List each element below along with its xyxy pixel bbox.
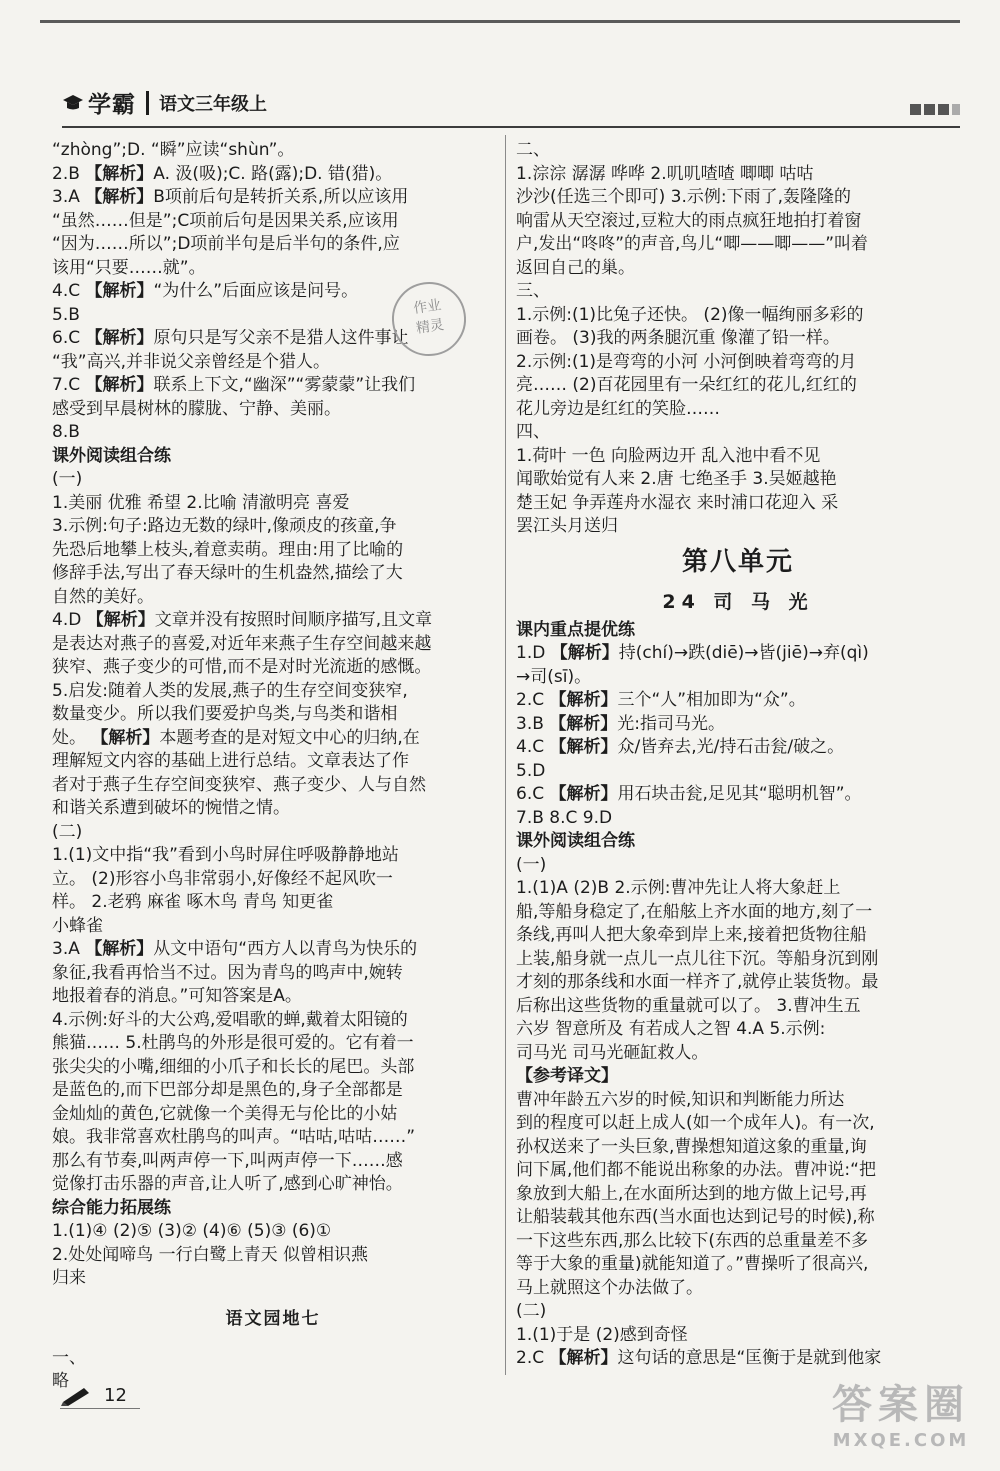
analysis-tag: 【解析】 <box>91 727 160 748</box>
answer-line: 立。 (2)形容小鸟非常弱小,好像经不起风吹一 <box>52 868 393 889</box>
analysis-tag: 【解析】 <box>549 713 618 734</box>
answer-line: 闻歌始觉有人来 2.唐 七绝圣手 3.吴姬越艳 <box>516 469 837 489</box>
header-decoration-squares <box>910 104 960 115</box>
answer-line: 让船装载其他东西(当水面也达到记号的时候),称 <box>516 1207 875 1227</box>
watermark-url: MXQE.COM <box>832 1430 970 1451</box>
answer-line: 1.美丽 优雅 希望 2.比喻 清澈明亮 喜爱 <box>52 492 350 513</box>
answer-line: 归来 <box>52 1268 86 1288</box>
answer-line: 船,等船身稳定了,在船舷上齐水面的地方,刻了一 <box>516 901 873 922</box>
answer-line: 孙权送来了一头巨象,曹操想知道这象的重量,询 <box>516 1136 867 1157</box>
section-heading: 综合能力拓展练 <box>52 1197 171 1218</box>
answer-line: 才刻的那条线和水面一样齐了,就停止装货物。最 <box>516 972 879 992</box>
answer-line: 张尖尖的小嘴,细细的小爪子和长长的尾巴。头部 <box>52 1056 415 1077</box>
answer-line: 户,发出“咚咚”的声音,鸟儿“唧——唧——”叫着 <box>516 234 869 254</box>
answer-line: 样。 2.老鸦 麻雀 啄木鸟 青鸟 知更雀 <box>52 892 334 912</box>
answer-line: 问下属,他们都不能说出称象的办法。曹冲说:“把 <box>516 1160 876 1180</box>
answer-line: 3.示例:句子:路边无数的绿叶,像顽皮的孩童,争 <box>52 516 397 536</box>
brand-logo <box>62 86 267 119</box>
answer-line: 6.C 【解析】用石块击瓮,足见其“聪明机智”。 <box>516 784 862 804</box>
answer-line: 一、 <box>52 1347 86 1368</box>
answer-line: 熊猫…… 5.杜鹃鸟的外形是很可爱的。它有着一 <box>52 1033 414 1053</box>
answer-line: “zhòng”;D. “瞬”应读“shùn”。 <box>52 140 295 160</box>
answer-line: 数量变少。所以我们要爱护鸟类,与鸟类和谐相 <box>52 704 398 724</box>
answer-line: 象征,我看再恰当不过。因为青鸟的鸣声中,婉转 <box>52 962 403 983</box>
analysis-tag: 【解析】 <box>85 163 154 184</box>
answer-line: 4.C 【解析】“为什么”后面应该是问号。 <box>52 281 359 301</box>
answer-line: 三、 <box>516 281 550 301</box>
answer-line: 二、 <box>516 140 550 160</box>
answer-line: 六岁 智意所及 有若成人之智 4.A 5.示例: <box>516 1019 826 1039</box>
answer-line: 曹冲年龄五六岁的时候,知识和判断能力所达 <box>516 1089 845 1110</box>
right-answer-lines <box>516 139 960 539</box>
analysis-tag: 【解析】 <box>549 690 618 710</box>
answer-line: 画卷。 (3)我的两条腿沉重 像灌了铅一样。 <box>516 328 840 348</box>
analysis-tag: 【解析】 <box>549 737 618 757</box>
answer-line: 2.C 【解析】三个“人”相加即为“众”。 <box>516 690 806 710</box>
answer-line: 修辞手法,写出了春天绿叶的生机盎然,描绘了大 <box>52 563 403 583</box>
analysis-tag: 【解析】 <box>549 1348 618 1368</box>
analysis-tag: 【解析】 <box>85 281 154 301</box>
answer-line: 处。 【解析】本题考查的是对短文中心的归纳,在 <box>52 727 420 748</box>
answer-line: 4.D 【解析】文章并没有按照时间顺序描写,且文章 <box>52 610 433 630</box>
answer-line: 后称出这些货物的重量就可以了。 3.曹冲生五 <box>516 995 861 1016</box>
answer-line: 2.处处闻啼鸟 一行白鹭上青天 似曾相识燕 <box>52 1244 369 1265</box>
answer-line: 4.示例:好斗的大公鸡,爱唱歌的蝉,戴着太阳镜的 <box>52 1009 408 1030</box>
answer-line: (一) <box>516 854 547 875</box>
watermark <box>832 1373 970 1451</box>
answer-line: 等于大象的重量)就能知道了。”曹操听了很高兴, <box>516 1254 869 1274</box>
seal-stamp: 作业 精灵 <box>387 277 471 361</box>
right-answer-lines-2 <box>516 619 960 1371</box>
answer-line: 1.(1)④ (2)⑤ (3)② (4)⑥ (5)③ (6)① <box>52 1221 332 1241</box>
answer-line: 响雷从天空滚过,豆粒大的雨点疯狂地拍打着窗 <box>516 210 862 231</box>
answer-line: 觉像打击乐器的声音,让人听了,感到心旷神怡。 <box>52 1174 403 1194</box>
answer-line: (一) <box>52 469 83 489</box>
answer-line: 象放到大船上,在水面所达到的地方做上记号,再 <box>516 1183 867 1204</box>
answer-line: 2.C 【解析】这句话的意思是“匡衡于是就到他家 <box>516 1348 882 1368</box>
answer-line: 小蜂雀 <box>52 915 103 936</box>
answer-line: 四、 <box>516 422 550 442</box>
answer-line: 3.A 【解析】从文中语句“西方人以青鸟为快乐的 <box>52 939 418 959</box>
answer-line: 金灿灿的黄色,它就像一个美得无与伦比的小姑 <box>52 1103 398 1124</box>
section-heading: 课外阅读组合练 <box>516 831 635 851</box>
section-heading: 课内重点提优练 <box>516 619 635 640</box>
answer-line: 5.D <box>516 760 546 781</box>
answer-line: (二) <box>516 1301 547 1321</box>
answer-line: 4.C 【解析】众/皆弃去,光/持石击瓮/破之。 <box>516 737 845 757</box>
answer-line: 理解短文内容的基础上进行总结。文章表达了作 <box>52 751 409 771</box>
section-title-garden: 语文园地七 <box>225 1308 321 1329</box>
answer-line: 者对于燕子生存空间变狭窄、燕子变少、人与自然 <box>52 774 426 795</box>
answer-line: 先恐后地攀上枝头,着意卖萌。理由:用了比喻的 <box>52 539 404 560</box>
answer-line: 6.C 【解析】原句只是写父亲不是猎人这件事让 <box>52 328 409 348</box>
answer-line: 8.B <box>52 422 80 442</box>
answer-line: 自然的美好。 <box>52 586 154 607</box>
answer-line: 花儿旁边是红红的笑脸…… <box>516 398 720 419</box>
answer-line: 2.示例:(1)是弯弯的小河 小河倒映着弯弯的月 <box>516 351 857 372</box>
answer-line: 感受到早晨树林的朦胧、宁静、美丽。 <box>52 398 341 419</box>
pencil-icon <box>60 1384 94 1406</box>
answer-line: 7.B 8.C 9.D <box>516 807 613 828</box>
right-column <box>516 139 960 1371</box>
answer-line: 5.启发:随着人类的发展,燕子的生存空间变狭窄, <box>52 680 408 701</box>
answer-line: 罢江头月送归 <box>516 516 618 536</box>
analysis-tag: 【解析】 <box>85 187 154 207</box>
answer-line: 上装,船身就一点儿一点儿往下沉。等船身沉到刚 <box>516 948 879 969</box>
analysis-tag: 【解析】 <box>85 328 154 348</box>
analysis-tag: 【解析】 <box>85 375 154 395</box>
book-subtitle: 语文三年级上 <box>159 93 267 115</box>
answer-line: 1.D 【解析】持(chí)→跌(diē)→皆(jiē)→弃(qì) <box>516 643 869 663</box>
answer-line: “虽然……但是”;C项前后句是因果关系,应该用 <box>52 210 399 231</box>
top-rule <box>40 20 960 23</box>
answer-line: 到的程度可以赶上成人(如一个成年人)。有一次, <box>516 1113 875 1133</box>
analysis-tag: 【解析】 <box>86 610 155 630</box>
answer-line: 1.荷叶 一色 向脸两边开 乱入池中看不见 <box>516 445 821 466</box>
answer-line: 娘。我非常喜欢杜鹃鸟的叫声。“咕咕,咕咕……” <box>52 1127 416 1147</box>
answer-line: (二) <box>52 821 83 842</box>
answer-line: 略 <box>52 1371 69 1391</box>
header-rule <box>62 126 960 128</box>
answer-line: →司(sī)。 <box>516 666 592 687</box>
unit-title: 第八单元 <box>681 546 794 577</box>
answer-line: 7.C 【解析】联系上下文,“幽深”“雾蒙蒙”让我们 <box>52 375 416 395</box>
answer-line: 1.淙淙 潺潺 哗哗 2.叽叽喳喳 唧唧 咕咕 <box>516 163 814 184</box>
lesson-title: 24 司 马 光 <box>662 590 814 613</box>
analysis-tag: 【解析】 <box>549 784 618 804</box>
header-separator <box>146 91 149 115</box>
answer-line: 亮…… (2)百花园里有一朵红红的花儿,红红的 <box>516 375 857 395</box>
answer-line: 2.B 【解析】A. 汲(吸);C. 路(露);D. 错(猎)。 <box>52 163 393 184</box>
answer-line: 1.(1)文中指“我”看到小鸟时屏住呼吸静静地站 <box>52 845 399 865</box>
answer-line: 1.(1)A (2)B 2.示例:曹冲先让人将大象赶上 <box>516 878 841 898</box>
answer-line: 马上就照这个办法做了。 <box>516 1277 703 1298</box>
answer-line: 条线,再叫人把大象牵到岸上来,接着把货物往船 <box>516 925 867 945</box>
section-heading: 课外阅读组合练 <box>52 445 171 466</box>
answer-line: 那么有节奏,叫两声停一下,叫两声停一下……感 <box>52 1150 403 1171</box>
answer-line: 1.示例:(1)比兔子还快。 (2)像一幅绚丽多彩的 <box>516 304 864 325</box>
answer-line: 3.A 【解析】B项前后句是转折关系,所以应该用 <box>52 187 409 207</box>
analysis-tag: 【解析】 <box>550 643 619 663</box>
answer-line: 一下这些东西,那么比较下(东西的总重量差不多 <box>516 1230 869 1251</box>
column-divider <box>505 135 506 1375</box>
graduation-cap-icon <box>62 92 84 114</box>
answer-line: 5.B <box>52 304 80 325</box>
answer-line: 地报着春的消息。”可知答案是A。 <box>52 986 302 1006</box>
answer-line: “我”高兴,并非说父亲曾经是个猎人。 <box>52 351 331 372</box>
answer-line: 是蓝色的,而下巴部分却是黑色的,身子全部都是 <box>52 1080 403 1100</box>
watermark-main: 答案圈 <box>832 1382 970 1428</box>
brand-name: 学霸 <box>88 92 136 118</box>
footer-rule <box>60 1408 140 1409</box>
answer-line: 楚王妃 争弄莲舟水湿衣 来时浦口花迎入 采 <box>516 492 839 513</box>
answer-line: 是表达对燕子的喜爱,对近年来燕子生存空间越来越 <box>52 633 432 654</box>
answer-line: 和谐关系遭到破坏的惋惜之情。 <box>52 798 290 818</box>
answer-line: 3.B 【解析】光:指司马光。 <box>516 713 726 734</box>
answer-line: 沙沙(任选三个即可) 3.示例:下雨了,轰隆隆的 <box>516 187 852 207</box>
page-number: 12 <box>104 1384 127 1406</box>
answer-line: “因为……所以”;D项前半句是后半句的条件,应 <box>52 234 400 254</box>
answer-line: 该用“只要……就”。 <box>52 257 206 278</box>
answer-line: 1.(1)于是 (2)感到奇怪 <box>516 1324 688 1345</box>
page-header <box>62 86 960 130</box>
section-heading: 【参考译文】 <box>516 1066 618 1086</box>
page-footer <box>60 1384 127 1406</box>
answer-line: 狭窄、燕子变少的可惜,而不是对时光流逝的感慨。 <box>52 657 432 677</box>
answer-line: 返回自己的巢。 <box>516 257 635 278</box>
analysis-tag: 【解析】 <box>85 939 154 959</box>
answer-line: 司马光 司马光砸缸救人。 <box>516 1042 709 1063</box>
